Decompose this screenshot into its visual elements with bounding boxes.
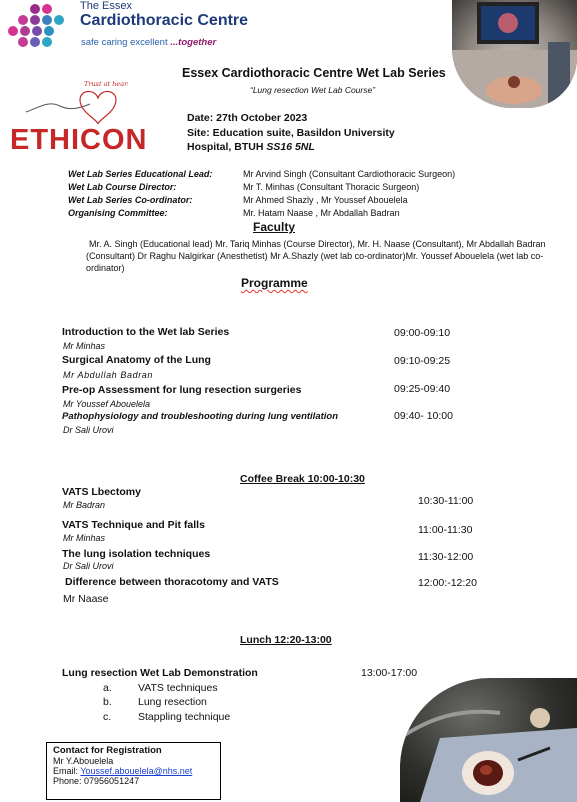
session-time: 09:40- 10:00 — [394, 410, 453, 422]
session-time: 11:30-12:00 — [418, 551, 474, 563]
trust-text: Trust at heart — [84, 80, 128, 88]
logo-dots-icon — [8, 4, 68, 50]
session-speaker: Dr Sali Urovi — [63, 561, 114, 571]
event-date: Date: 27th October 2023 — [187, 112, 308, 124]
session-time: 09:25-09:40 — [394, 383, 451, 395]
session-title: The lung isolation techniques — [62, 548, 211, 560]
demo-item: VATS techniques — [138, 682, 218, 694]
coffee-break: Coffee Break 10:00-10:30 — [240, 473, 365, 485]
logo-line2: Cardiothoracic Centre — [80, 12, 249, 29]
role-label: Wet Lab Series Co-ordinator: — [68, 195, 193, 205]
session-title: Difference between thoracotomy and VATS — [65, 576, 279, 588]
event-site-line2: Hospital, BTUH SS16 5NL — [187, 141, 315, 153]
session-time: 11:00-11:30 — [418, 524, 473, 536]
role-value: Mr T. Minhas (Consultant Thoracic Surgeon) — [243, 182, 420, 192]
programme-heading: Programme — [241, 276, 308, 290]
demo-item: Lung resection — [138, 696, 207, 708]
contact-email-link[interactable]: Youssef.abouelela@nhs.net — [80, 766, 193, 776]
training-room-photo — [452, 0, 577, 108]
session-title: VATS Lbectomy — [62, 486, 141, 498]
logo-line1: The Essex — [80, 0, 132, 12]
contact-phone: Phone: 07956051247 — [53, 776, 140, 786]
role-value: Mr. Hatam Naase , Mr Abdallah Badran — [243, 208, 400, 218]
session-speaker: Mr Badran — [63, 500, 106, 510]
contact-box — [46, 742, 221, 800]
session-time: 09:00-09:10 — [394, 327, 451, 339]
session-time: 10:30-11:00 — [418, 495, 474, 507]
session-time: 12:00:-12:20 — [418, 577, 477, 589]
session-title: Pre-op Assessment for lung resection surgeries — [62, 384, 302, 396]
demo-item-letter: b. — [103, 696, 112, 708]
ethicon-logo-text: ETHICON — [10, 124, 148, 156]
demo-item: Stappling technique — [138, 711, 231, 723]
session-speaker: Mr Youssef Abouelela — [63, 399, 151, 409]
session-speaker: Dr Sali Urovi — [63, 425, 114, 435]
role-label: Organising Committee: — [68, 208, 168, 218]
contact-heading: Contact for Registration — [53, 745, 162, 756]
lunch-break: Lunch 12:20-13:00 — [240, 634, 332, 646]
faculty-heading: Faculty — [253, 220, 296, 234]
event-title: Essex Cardiothoracic Centre Wet Lab Series — [182, 66, 446, 80]
session-speaker: Mr Minhas — [63, 533, 106, 543]
session-speaker: Mr Naase — [63, 593, 109, 605]
logo-tagline: safe caring excellent ...together — [81, 37, 217, 48]
session-title: Introduction to the Wet lab Series — [62, 326, 230, 338]
trust-at-heart-logo — [18, 78, 128, 128]
demo-time: 13:00-17:00 — [361, 667, 418, 679]
demo-item-letter: c. — [103, 711, 112, 723]
event-site-line1: Site: Education suite, Basildon University — [187, 127, 395, 139]
role-label: Wet Lab Course Director: — [68, 182, 177, 192]
session-time: 09:10-09:25 — [394, 355, 451, 367]
session-title: VATS Technique and Pit falls — [62, 519, 205, 531]
session-speaker: Mr Minhas — [63, 341, 106, 351]
faculty-list: Mr. A. Singh (Educational lead) Mr. Tariq Minhas (Course Director), Mr. H. Naase (Consultant), Mr Abdallah Badran (Consultant) Dr Raghu Nalgirkar (Anesthetist) Mr A.Shazly (wet lab co-ordinator)Mr. Youssef Abouelela (wet lab co-ordinator) — [86, 239, 546, 273]
session-speaker: Mr Abdullah Badran — [63, 370, 154, 380]
role-value: Mr Ahmed Shazly , Mr Youssef Abouelela — [243, 195, 408, 205]
contact-name: Mr Y.Abouelela — [53, 756, 114, 766]
session-title: Surgical Anatomy of the Lung — [62, 354, 211, 366]
surgery-wetlab-photo — [400, 678, 577, 802]
demo-title: Lung resection Wet Lab Demonstration — [62, 667, 258, 679]
contact-email-row: Email: Youssef.abouelela@nhs.net — [53, 766, 193, 776]
demo-item-letter: a. — [103, 682, 112, 694]
session-title: Pathophysiology and troubleshooting during lung ventilation — [62, 411, 339, 422]
role-label: Wet Lab Series Educational Lead: — [68, 169, 213, 179]
role-value: Mr Arvind Singh (Consultant Cardiothoracic Surgeon) — [243, 169, 456, 179]
event-subtitle: “Lung resection Wet Lab Course” — [250, 85, 376, 95]
